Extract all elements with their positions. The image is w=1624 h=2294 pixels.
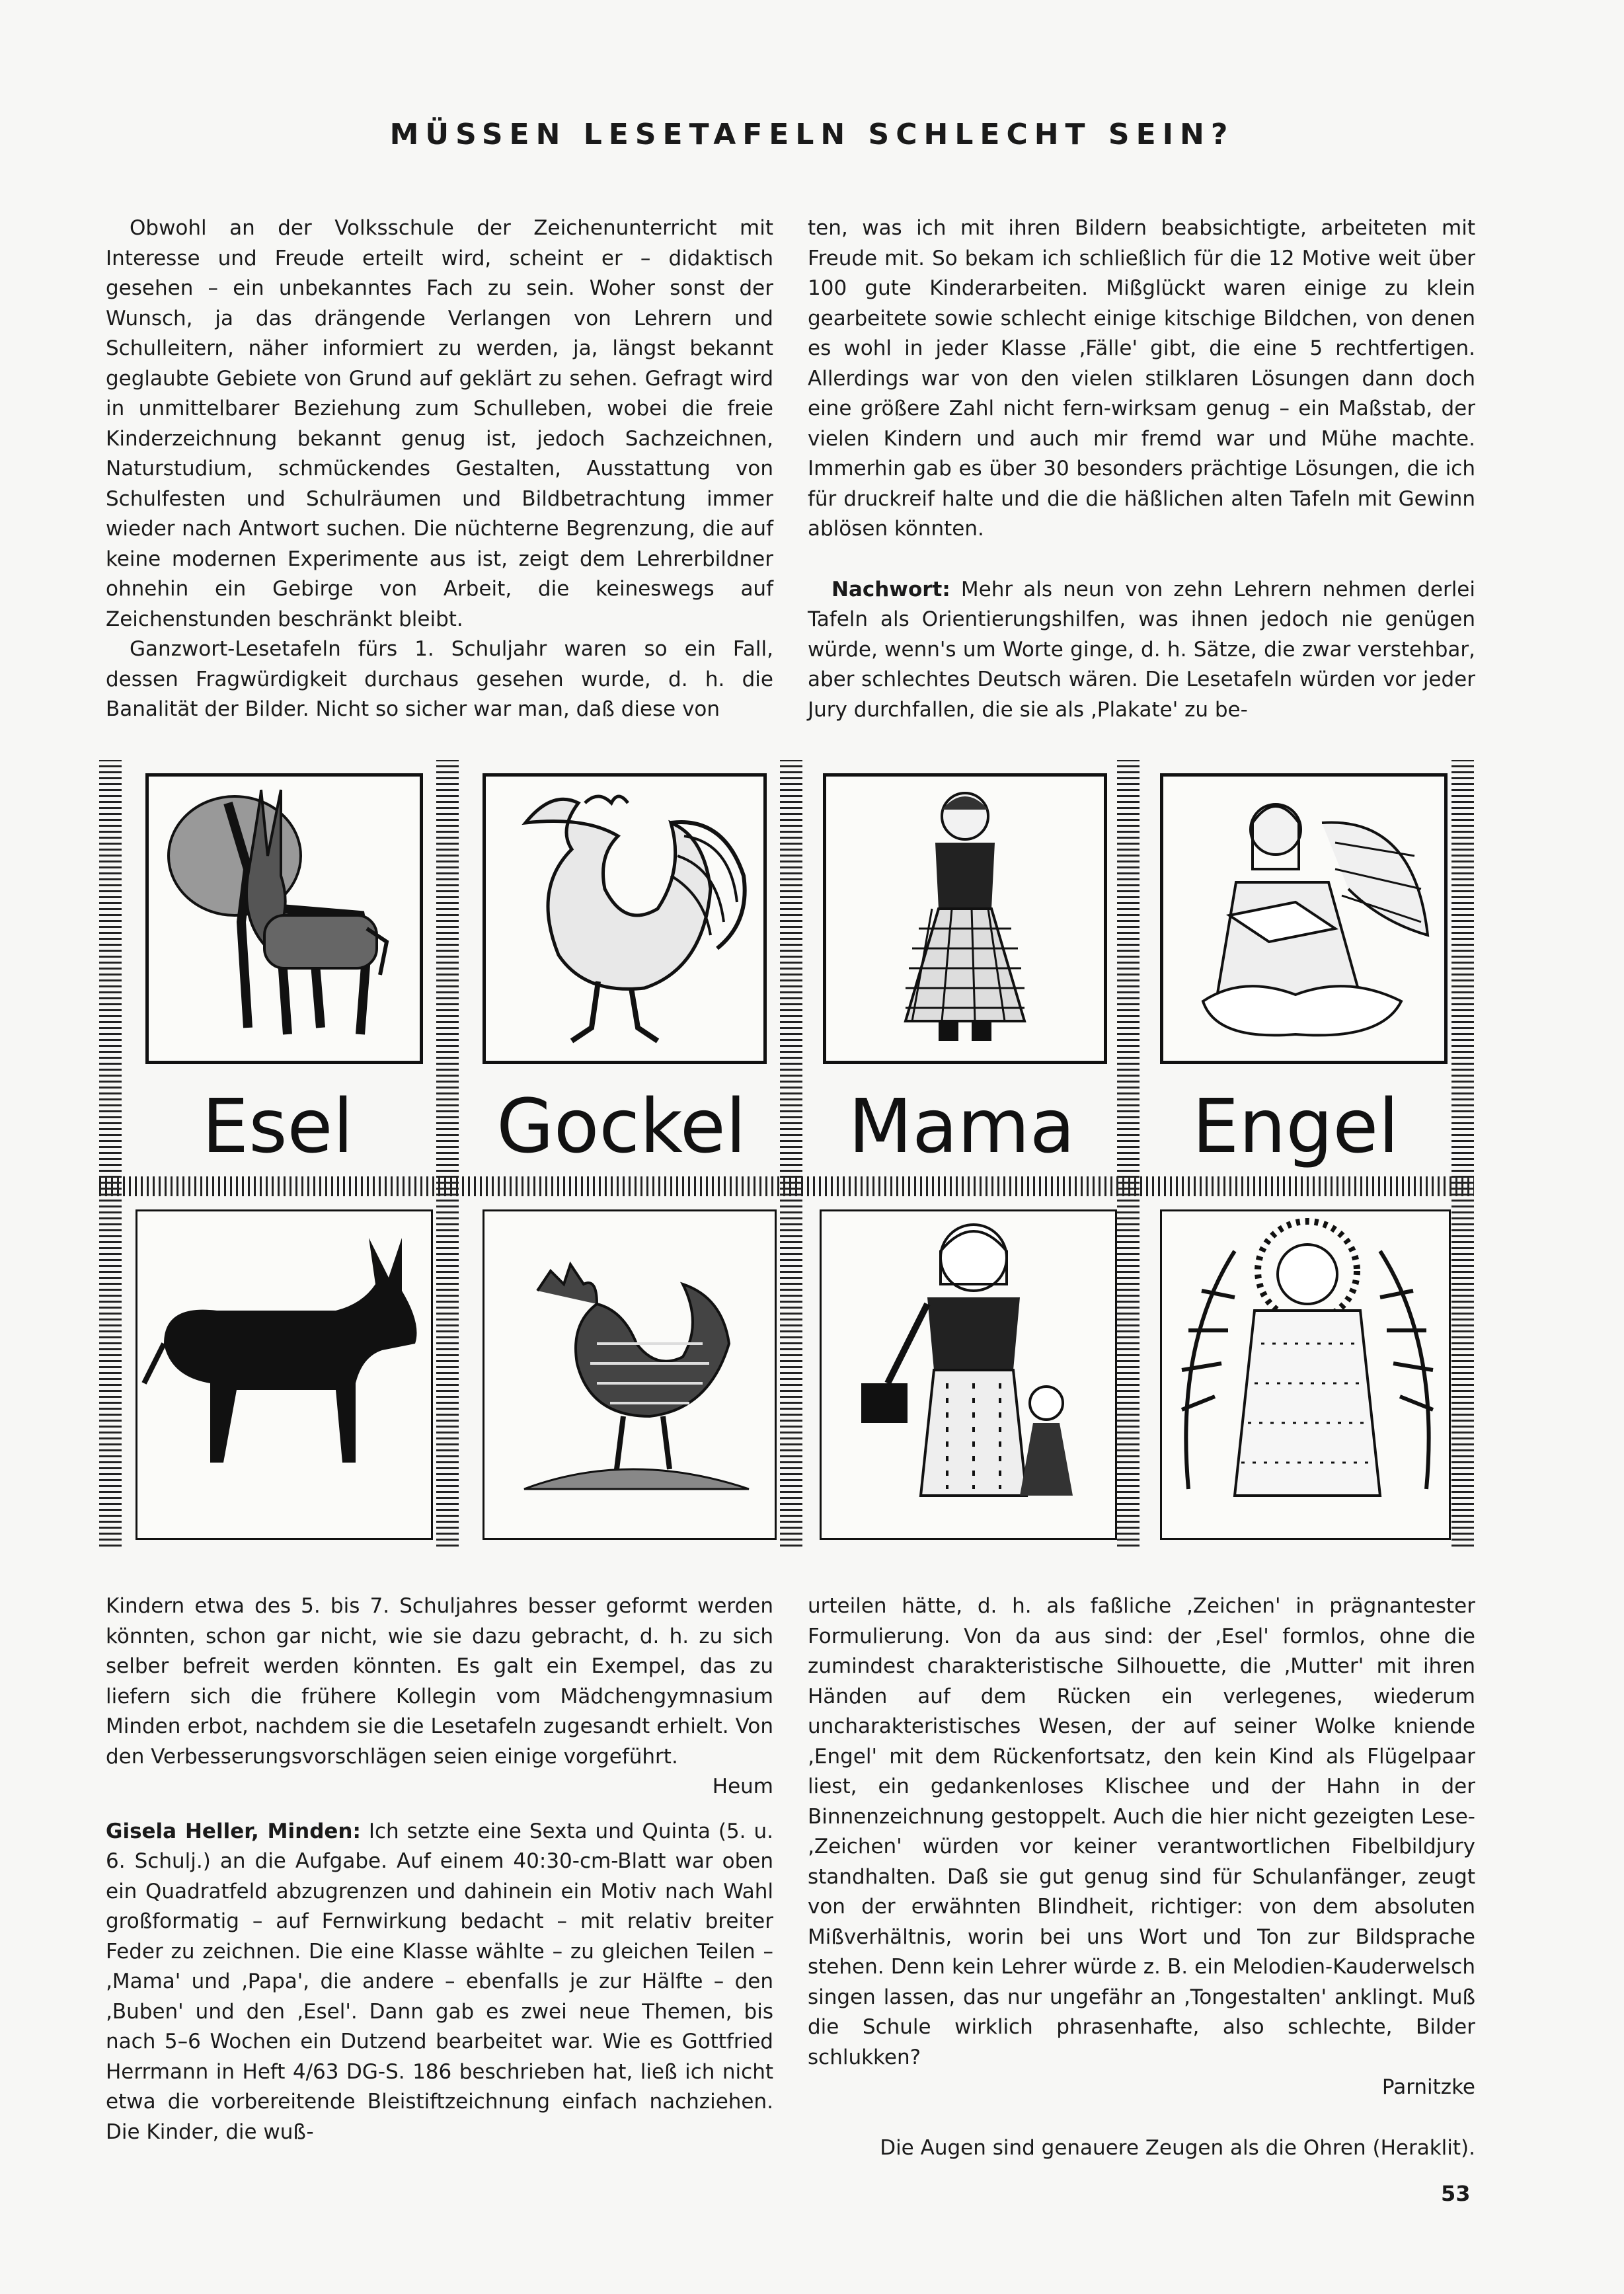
heller-text: Ich setzte eine Sexta und Quinta (5. u. 6. Schulj.) an die Aufgabe. Auf einem 40:30-cm-Blatt war oben ein Quadratfeld abzugrenzen und dahinein ein Motiv nach Wahl großformatig – auf Fernwirkung bedacht – mit relativ breiter Feder zu zeichnen. Die eine Klasse wählte – zu gleichen Teilen – ‚Mama' und ‚Papa', die andere – ebenfalls je zur Hälfte – den ‚Buben' und den ‚Esel'. Dann gab es zwei neue Themen, bis nach 5–6 Wochen ein Dutzend bearbeitet war. Wie es Gottfried Herrmann in Heft 4/63 DG-S. 186 beschrieben hat, ließ ich nicht etwa die vorbereitende Bleistiftzeichnung einfach nachziehen. Die Kinder, die wuß- [106, 1819, 773, 2144]
word-esel: Esel [202, 1084, 354, 1170]
panel-gockel-old [483, 773, 767, 1064]
heller-paragraph [106, 1817, 773, 2148]
column-bottom-right [808, 1591, 1475, 2163]
paragraph: Obwohl an der Volksschule der Zeichenunterricht mit Interesse und Freude erteilt wird, scheint er – didaktisch gesehen – ein unbekanntes Fach zu sein. Woher sonst der Wunsch, ja das drängende Verlangen von Lehrern und Schulleitern, näher informiert zu werden, ja, längst bekannt geglaubte Gebiete von Grund auf geklärt zu sehen. Gefragt wird in unmittelbarer Beziehung zum Schulleben, wobei die freie Kinderzeichnung bekannt genug ist, jedoch Sachzeichnen, Naturstudium, schmückendes Gestalten, Ausstattung von Schulfesten und Schulräumen und Bildbetrachtung immer wieder nach Antwort suchen. Die nüchterne Begrenzung, die auf keine modernen Experimente aus ist, zeigt dem Lehrerbildner ohnehin ein Gebirge von Arbeit, die keineswegs auf Zeichenstunden beschränkt bleibt. [106, 216, 773, 631]
column-top-right [808, 213, 1475, 725]
hatch-band [99, 1176, 1474, 1196]
column-top-left [106, 213, 773, 725]
paragraph: Kindern etwa des 5. bis 7. Schuljahres besser geformt werden könnten, schon gar nicht, wie sie dazu gebracht, d. h. zu sich selber befreit werden könnten. Es galt ein Exempel, das zu liefern sich die frühere Kollegin vom Mädchengymnasium Minden erbot, nachdem sie die Lesetafeln zugesandt erhielt. Von den Verbesserungsvorschlägen seien einige vorgeführt. [106, 1594, 773, 1769]
panel-esel-new [135, 1209, 433, 1540]
paragraph: Ganzwort-Lesetafeln fürs 1. Schuljahr waren so ein Fall, dessen Fragwürdigkeit durchaus gesehen wurde, d. h. die Banalität der Bilder. Nicht so sicher war man, daß diese von [106, 637, 773, 721]
paragraph: ten, was ich mit ihren Bildern beabsichtigte, arbeiteten mit Freude mit. So bekam ich schließlich für die 12 Motive weit über 100 gute Kinderarbeiten. Mißglückt waren einige zu klein gearbeitete sowie schlecht einige kitschige Bildchen, von denen es wohl in jeder Klasse ‚Fälle' gibt, die eine 5 rechtfertigen. Allerdings war von den vielen stilklaren Lösungen dann doch eine größere Zahl nicht fern-wirksam genug – ein Maßstab, der vielen Kindern und auch mir fremd war und Mühe machte. Immerhin gab es über 30 besonders prächtige Lösungen, die ich für druckreif halte und die die häßlichen alten Tafeln mit Gewinn ablösen könnten. [808, 216, 1475, 541]
panel-engel-new [1160, 1209, 1451, 1540]
nachwort-label: Nachwort: [831, 577, 950, 601]
hatch-strip [1117, 760, 1140, 1547]
page-title: MÜSSEN LESETAFELN SCHLECHT SEIN? [389, 118, 1235, 151]
quote: Die Augen sind genauere Zeugen als die Ohren (Heraklit). [880, 2135, 1475, 2160]
panel-engel-old [1160, 773, 1448, 1064]
lesetafeln-figure [99, 760, 1474, 1547]
panel-esel-old [145, 773, 423, 1064]
hatch-strip [780, 760, 802, 1547]
word-engel: Engel [1192, 1084, 1399, 1170]
page-number: 53 [1441, 2181, 1471, 2206]
panel-gockel-new [483, 1209, 777, 1540]
hatch-strip [99, 760, 122, 1547]
word-mama: Mama [848, 1084, 1075, 1170]
heller-label: Gisela Heller, Minden: [106, 1819, 361, 1843]
word-gockel: Gockel [496, 1084, 746, 1170]
column-bottom-left [106, 1591, 773, 2147]
panel-mama-new [820, 1209, 1117, 1540]
signature-parnitzke: Parnitzke [1381, 2075, 1475, 2099]
panel-mama-old [823, 773, 1107, 1064]
paragraph: urteilen hätte, d. h. als faßliche ‚Zeichen' in prägnantester Formulierung. Von da aus sind: der ‚Esel' formlos, ohne die zumindest charakteristische Silhouette, die ‚Mutter' mit ihren Händen auf dem Rücken ein verlegenes, wiederum uncharakteristisches Wesen, der auf seiner Wolke kniende ‚Engel' mit dem Rückenfortsatz, den kein Kind als Flügelpaar liest, ein gedankenloses Klischee und der Hahn in der Binnenzeichnung gestoppelt. Auch die hier nicht gezeigten Lese-‚Zeichen' würden vor keiner verantwortlichen Fibelbildjury standhalten. Daß sie gut genug sind für Schulanfänger, zeugt von der erwähnten Blindheit, richtiger: von dem absoluten Mißverhältnis, worin bei uns Wort und Ton zur Bildsprache stehen. Denn kein Lehrer würde z. B. ein Melodien-Kauderwelsch singen lassen, das nur ungefähr an ‚Tongestalten' anklingt. Muß die Schule wirklich phrasenhafte, also schlechte, Bilder schlukken? [808, 1594, 1475, 2069]
signature-heum: Heum [712, 1775, 773, 1798]
nachwort-text: Mehr als neun von zehn Lehrern nehmen derlei Tafeln als Orientierungshilfen, was ihnen jedoch nie genügen würde, wenn's um Worte ginge, d. h. Sätze, die zwar verstehbar, aber schlechtes Deutsch wären. Die Lesetafeln würden vor jeder Jury durchfallen, die sie als ‚Plakate' zu be- [808, 577, 1475, 722]
hatch-strip [436, 760, 459, 1547]
nachwort-paragraph [808, 575, 1475, 726]
hatch-strip [1451, 760, 1474, 1547]
